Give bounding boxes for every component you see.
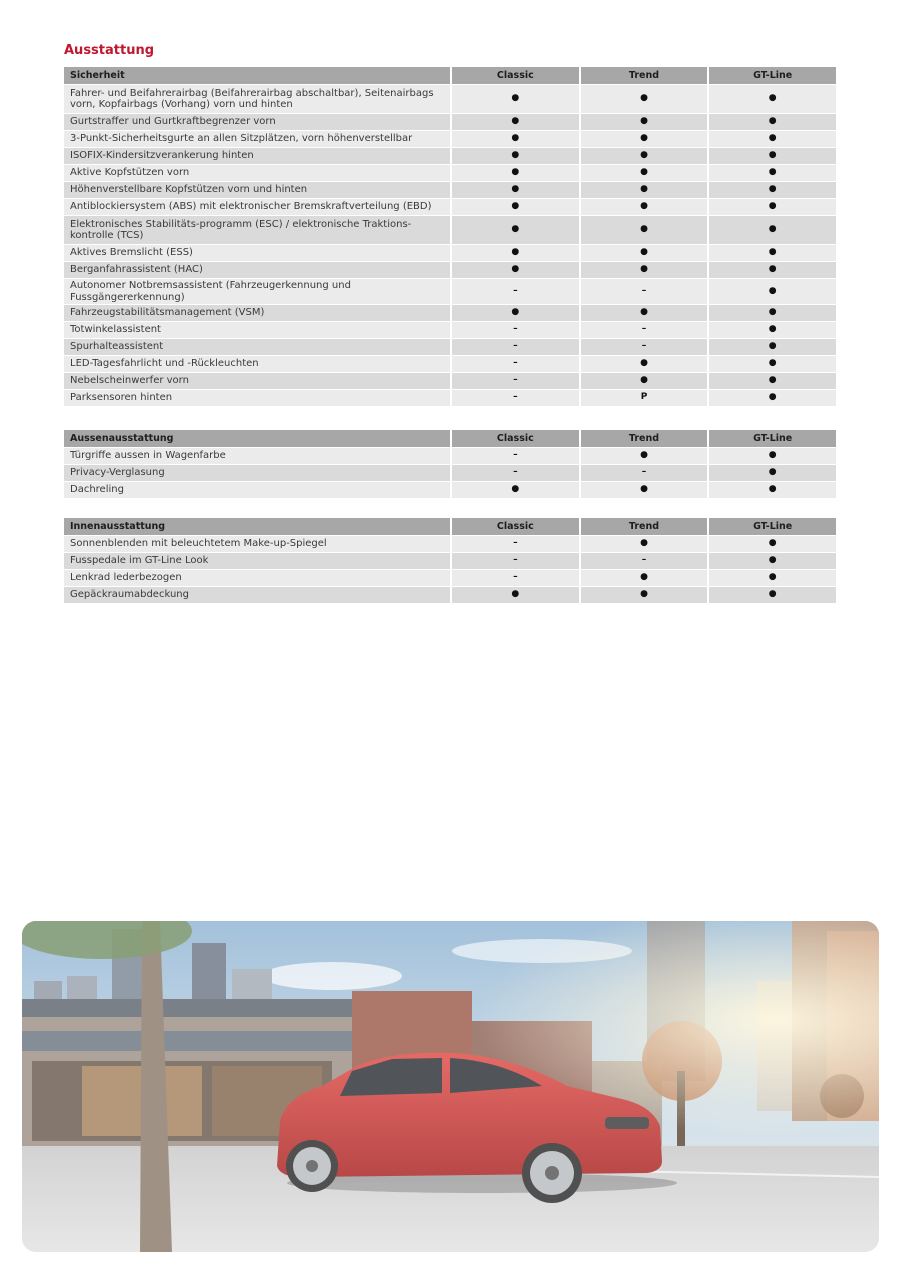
availability-gtline: ●: [707, 304, 836, 321]
column-header-trend: Trend: [579, 518, 708, 535]
feature-label: Gepäckraumabdeckung: [64, 586, 450, 603]
car-photo-illustration: [22, 921, 879, 1252]
availability-gtline: ●: [707, 355, 836, 372]
table-row: [64, 447, 836, 464]
column-header-classic: Classic: [450, 430, 579, 447]
availability-gtline: ●: [707, 244, 836, 261]
table-row: [64, 147, 836, 164]
availability-gtline: ●: [707, 181, 836, 198]
column-header-gtline: GT-Line: [707, 518, 836, 535]
availability-trend: ●: [579, 355, 708, 372]
table-row: [64, 321, 836, 338]
section-heading: Sicherheit: [64, 67, 450, 84]
availability-gtline: ●: [707, 586, 836, 603]
availability-trend: ●: [579, 84, 708, 113]
feature-label: Lenkrad lederbezogen: [64, 569, 450, 586]
section-heading: Aussenausstattung: [64, 430, 450, 447]
feature-label: Dachreling: [64, 481, 450, 498]
availability-classic: –: [450, 447, 579, 464]
table-row: [64, 113, 836, 130]
availability-classic: –: [450, 464, 579, 481]
availability-classic: ●: [450, 586, 579, 603]
availability-gtline: ●: [707, 113, 836, 130]
availability-classic: ●: [450, 215, 579, 244]
page-title: Ausstattung: [64, 43, 155, 58]
availability-trend: ●: [579, 164, 708, 181]
availability-classic: ●: [450, 164, 579, 181]
table-row: [64, 244, 836, 261]
table-row: [64, 278, 836, 304]
availability-trend: ●: [579, 481, 708, 498]
availability-gtline: ●: [707, 147, 836, 164]
availability-gtline: ●: [707, 372, 836, 389]
table-row: [64, 355, 836, 372]
availability-gtline: ●: [707, 464, 836, 481]
feature-label: Sonnenblenden mit beleuchtetem Make-up-Spiegel: [64, 535, 450, 552]
availability-trend: P: [579, 389, 708, 406]
column-header-gtline: GT-Line: [707, 67, 836, 84]
availability-classic: ●: [450, 113, 579, 130]
availability-gtline: ●: [707, 321, 836, 338]
table-sicherheit: [64, 67, 836, 406]
table-row: [64, 181, 836, 198]
availability-gtline: ●: [707, 338, 836, 355]
feature-label: Berganfahrassistent (HAC): [64, 261, 450, 278]
feature-label: Fahrer- und Beifahrerairbag (Beifahrerairbag abschaltbar), Seitenairbags vorn, Kopfairbags (Vorhang) vorn und hinten: [64, 84, 450, 113]
feature-label: LED-Tagesfahrlicht und -Rückleuchten: [64, 355, 450, 372]
availability-classic: –: [450, 372, 579, 389]
availability-gtline: ●: [707, 198, 836, 215]
table-row: [64, 164, 836, 181]
availability-trend: ●: [579, 113, 708, 130]
feature-label: Fusspedale im GT-Line Look: [64, 552, 450, 569]
table-row: [64, 535, 836, 552]
table-row: [64, 338, 836, 355]
table-row: [64, 304, 836, 321]
table-row: [64, 464, 836, 481]
feature-label: Elektronisches Stabilitäts-programm (ESC) / elektronische Traktions-kontrolle (TCS): [64, 215, 450, 244]
availability-classic: ●: [450, 481, 579, 498]
availability-trend: –: [579, 552, 708, 569]
table-innenausstattung: [64, 518, 836, 603]
availability-classic: –: [450, 321, 579, 338]
feature-label: ISOFIX-Kindersitzverankerung hinten: [64, 147, 450, 164]
availability-gtline: ●: [707, 552, 836, 569]
availability-gtline: ●: [707, 278, 836, 304]
feature-label: Autonomer Notbremsassistent (Fahrzeugerkennung und Fussgängererkennung): [64, 278, 450, 304]
availability-classic: –: [450, 569, 579, 586]
table-row: [64, 552, 836, 569]
availability-classic: –: [450, 338, 579, 355]
availability-gtline: ●: [707, 447, 836, 464]
feature-label: Höhenverstellbare Kopfstützen vorn und hinten: [64, 181, 450, 198]
car-street-photo: [22, 921, 879, 1252]
availability-gtline: ●: [707, 535, 836, 552]
availability-trend: ●: [579, 181, 708, 198]
availability-trend: –: [579, 321, 708, 338]
table-row: [64, 569, 836, 586]
table-header-row: [64, 67, 836, 84]
table-row: [64, 215, 836, 244]
availability-classic: ●: [450, 304, 579, 321]
availability-gtline: ●: [707, 481, 836, 498]
feature-label: Totwinkelassistent: [64, 321, 450, 338]
availability-classic: –: [450, 535, 579, 552]
table-row: [64, 372, 836, 389]
feature-label: Nebelscheinwerfer vorn: [64, 372, 450, 389]
section-heading: Innenausstattung: [64, 518, 450, 535]
availability-gtline: ●: [707, 164, 836, 181]
availability-classic: ●: [450, 261, 579, 278]
availability-trend: ●: [579, 535, 708, 552]
feature-label: Antiblockiersystem (ABS) mit elektronischer Bremskraftverteilung (EBD): [64, 198, 450, 215]
availability-classic: –: [450, 552, 579, 569]
availability-trend: –: [579, 464, 708, 481]
availability-classic: –: [450, 278, 579, 304]
table-header-row: [64, 430, 836, 447]
table-header-row: [64, 518, 836, 535]
table-row: [64, 198, 836, 215]
feature-label: Spurhalteassistent: [64, 338, 450, 355]
table-row: [64, 586, 836, 603]
availability-trend: –: [579, 338, 708, 355]
column-header-classic: Classic: [450, 518, 579, 535]
table-row: [64, 481, 836, 498]
feature-label: Fahrzeugstabilitätsmanagement (VSM): [64, 304, 450, 321]
availability-classic: ●: [450, 244, 579, 261]
availability-trend: ●: [579, 198, 708, 215]
availability-trend: ●: [579, 147, 708, 164]
feature-label: Privacy-Verglasung: [64, 464, 450, 481]
availability-classic: ●: [450, 181, 579, 198]
feature-label: Aktive Kopfstützen vorn: [64, 164, 450, 181]
availability-trend: ●: [579, 261, 708, 278]
availability-trend: –: [579, 278, 708, 304]
feature-label: Türgriffe aussen in Wagenfarbe: [64, 447, 450, 464]
column-header-trend: Trend: [579, 67, 708, 84]
availability-classic: –: [450, 389, 579, 406]
availability-trend: ●: [579, 447, 708, 464]
availability-classic: ●: [450, 130, 579, 147]
availability-gtline: ●: [707, 261, 836, 278]
availability-trend: ●: [579, 586, 708, 603]
availability-gtline: ●: [707, 569, 836, 586]
availability-trend: ●: [579, 215, 708, 244]
availability-trend: ●: [579, 304, 708, 321]
table-aussenausstattung: [64, 430, 836, 498]
feature-label: 3-Punkt-Sicherheitsgurte an allen Sitzplätzen, vorn höhenverstellbar: [64, 130, 450, 147]
availability-trend: ●: [579, 569, 708, 586]
table-row: [64, 261, 836, 278]
column-header-trend: Trend: [579, 430, 708, 447]
availability-classic: –: [450, 355, 579, 372]
column-header-gtline: GT-Line: [707, 430, 836, 447]
feature-label: Parksensoren hinten: [64, 389, 450, 406]
availability-classic: ●: [450, 198, 579, 215]
feature-label: Gurtstraffer und Gurtkraftbegrenzer vorn: [64, 113, 450, 130]
availability-gtline: ●: [707, 130, 836, 147]
table-row: [64, 389, 836, 406]
table-row: [64, 84, 836, 113]
availability-trend: ●: [579, 372, 708, 389]
availability-gtline: ●: [707, 389, 836, 406]
availability-trend: ●: [579, 130, 708, 147]
table-row: [64, 130, 836, 147]
availability-classic: ●: [450, 84, 579, 113]
feature-label: Aktives Bremslicht (ESS): [64, 244, 450, 261]
availability-classic: ●: [450, 147, 579, 164]
availability-trend: ●: [579, 244, 708, 261]
availability-gtline: ●: [707, 215, 836, 244]
availability-gtline: ●: [707, 84, 836, 113]
column-header-classic: Classic: [450, 67, 579, 84]
